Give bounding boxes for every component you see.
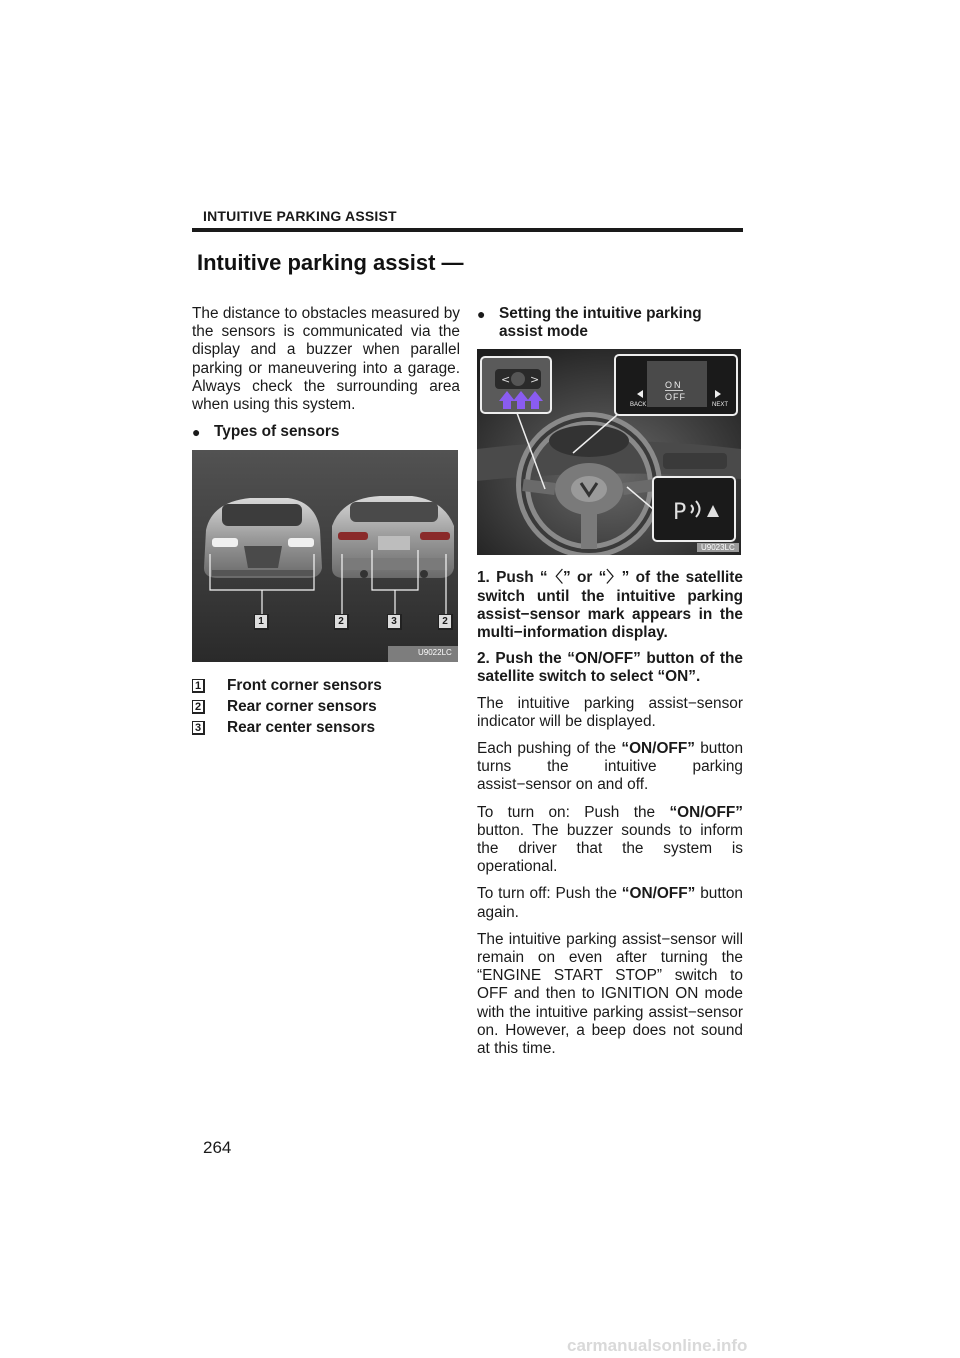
satellite-switch-inset bbox=[481, 357, 551, 413]
steering-wheel-figure bbox=[477, 349, 741, 555]
legend-number: 1 bbox=[192, 679, 205, 693]
display-back-label: BACK bbox=[630, 402, 647, 409]
paragraph-turn-on bbox=[477, 804, 743, 877]
legend-label: Rear center sensors bbox=[227, 718, 375, 736]
step-1: 1. Push “〈” or “〉” of the satellite switch until the intuitive parking assist−sensor mark appears in the multi−information display. bbox=[477, 569, 743, 642]
bullet-label: Types of sensors bbox=[214, 423, 340, 441]
legend-number: 2 bbox=[192, 700, 205, 714]
text-run: To turn off: Push the bbox=[477, 885, 622, 903]
svg-text:<: < bbox=[501, 373, 511, 387]
bullet-label: Setting the intuitive parking assist mode bbox=[499, 305, 702, 341]
sensor-legend bbox=[192, 675, 460, 738]
callout-front-corner: 1 bbox=[254, 614, 269, 630]
sensor-types-figure bbox=[192, 450, 458, 662]
legend-item bbox=[192, 717, 460, 738]
paragraph-indicator: The intuitive parking assist−sensor indicator will be displayed. bbox=[477, 694, 743, 730]
callout-rear-corner-right: 2 bbox=[438, 614, 453, 630]
bullet-types-of-sensors bbox=[192, 423, 460, 441]
paragraph-remain-on: The intuitive parking assist−sensor will remain on even after turning the “ENGINE START STOP” switch to OFF and then to IGNITION ON mode with the intuitive parking assist−sensor on. However, a beep does not sound at this time. bbox=[477, 930, 743, 1058]
text-run: button turns the intuitive parking assist−sensor on and off. bbox=[477, 740, 744, 794]
text-run: button again. bbox=[477, 885, 743, 921]
section-title: Intuitive parking assist — bbox=[197, 250, 464, 275]
text-run: To turn on: Push the bbox=[477, 803, 670, 821]
callout-rear-corner-left: 2 bbox=[334, 614, 349, 630]
figure-code: U9022LC bbox=[418, 648, 452, 658]
cars-illustration bbox=[192, 450, 458, 662]
callout-rear-center: 3 bbox=[387, 614, 402, 630]
cockpit-illustration bbox=[477, 349, 741, 555]
svg-text:>: > bbox=[530, 373, 540, 387]
display-on-label: ON bbox=[665, 380, 683, 391]
on-off-button-ref: “ON/OFF” bbox=[621, 885, 696, 903]
intro-paragraph: The distance to obstacles measured by the sensors is communicated via the display and a buzzer when parallel parking or maneuvering into a garage. Always check the surrounding area when using this system. bbox=[192, 305, 460, 414]
svg-text:P: P bbox=[673, 500, 687, 526]
step-2: 2. Push the “ON/OFF” button of the satellite switch to select “ON”. bbox=[477, 650, 743, 686]
page-number: 264 bbox=[203, 1138, 232, 1157]
text-run: Each pushing of the bbox=[477, 740, 622, 758]
front-car-icon bbox=[204, 498, 322, 578]
legend-number: 3 bbox=[192, 721, 205, 735]
paragraph-toggle bbox=[477, 740, 743, 795]
on-off-button-ref: “ON/OFF” bbox=[621, 740, 695, 758]
header-rule bbox=[192, 228, 743, 232]
bullet-icon: ● bbox=[192, 424, 201, 441]
rear-car-icon bbox=[332, 496, 454, 578]
legend-label: Front corner sensors bbox=[227, 676, 382, 694]
legend-item bbox=[192, 696, 460, 717]
left-column bbox=[192, 305, 460, 738]
bullet-setting-mode bbox=[477, 305, 743, 341]
legend-item bbox=[192, 675, 460, 696]
running-header: INTUITIVE PARKING ASSIST bbox=[203, 208, 397, 224]
legend-label: Rear corner sensors bbox=[227, 697, 377, 715]
display-off-label: OFF bbox=[665, 392, 686, 403]
watermark: carmanualsonline.info bbox=[567, 1336, 748, 1355]
figure-code: U9023LC bbox=[697, 543, 739, 552]
bullet-icon: ● bbox=[477, 306, 486, 322]
text-run: button. The buzzer sounds to inform the driver that the system is operational. bbox=[477, 821, 743, 876]
paragraph-turn-off bbox=[477, 885, 743, 921]
display-next-label: NEXT bbox=[712, 402, 729, 409]
parking-sensor-indicator-inset bbox=[653, 477, 735, 541]
on-off-button-ref: “ON/OFF” bbox=[669, 803, 743, 821]
right-column bbox=[477, 305, 743, 1067]
